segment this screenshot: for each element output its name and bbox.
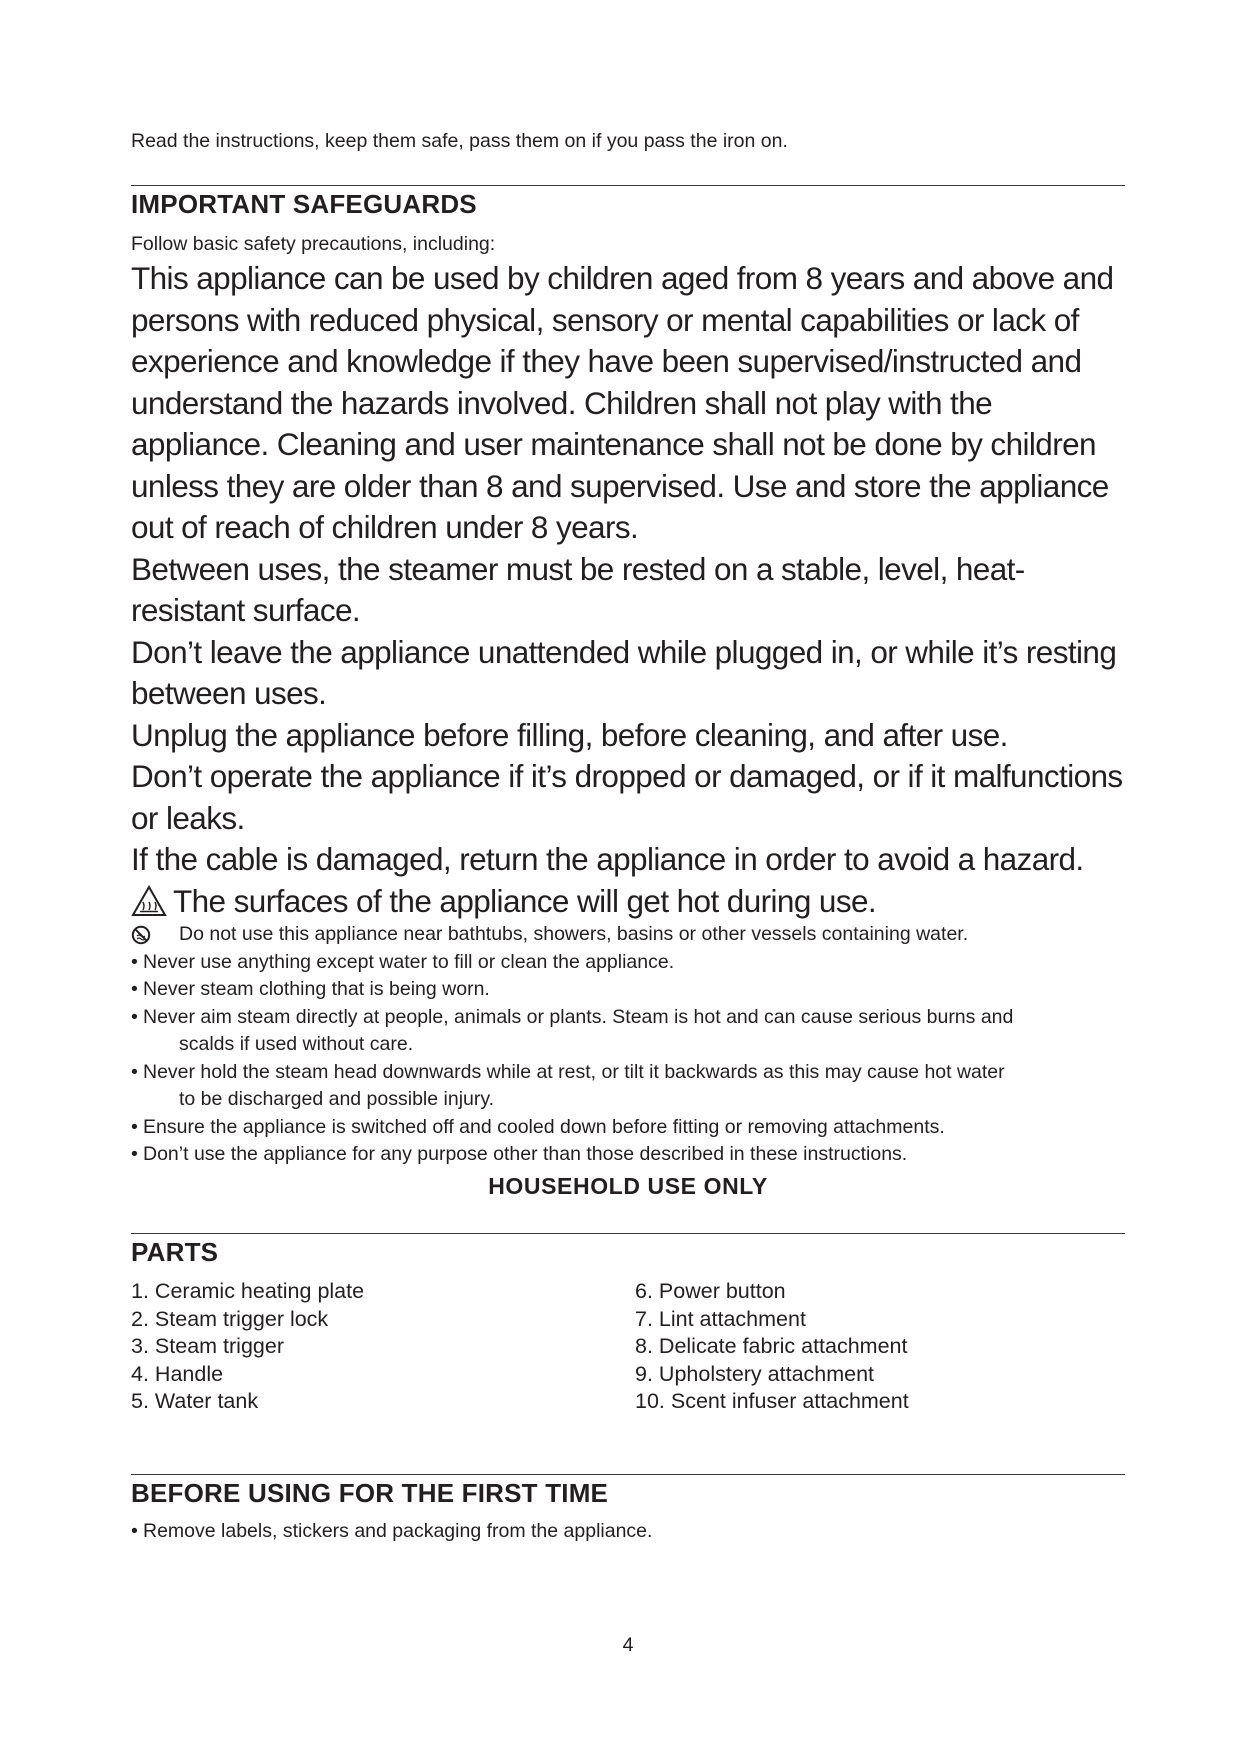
hot-warning-text: The surfaces of the appliance will get hot during use. <box>173 882 877 919</box>
bullet-mark: • <box>131 1520 138 1542</box>
part-number: 7. <box>635 1306 653 1331</box>
first-time-heading: BEFORE USING FOR THE FIRST TIME <box>131 1478 609 1508</box>
bullet-mark: • <box>131 1143 138 1165</box>
list-item <box>131 1518 652 1546</box>
list-item-continuation <box>131 1031 1125 1059</box>
hot-surface-warning-icon <box>131 885 167 917</box>
list-item <box>131 1059 1125 1087</box>
safety-bullet-list <box>131 921 1125 1169</box>
list-item <box>131 1361 364 1389</box>
list-item <box>131 1306 364 1334</box>
list-item <box>635 1388 909 1416</box>
safeguards-heading: IMPORTANT SAFEGUARDS <box>131 189 477 219</box>
divider <box>131 1233 1125 1234</box>
part-label: Ceramic heating plate <box>154 1279 365 1303</box>
part-number: 9. <box>635 1361 653 1386</box>
part-number: 10. <box>635 1389 665 1413</box>
part-label: Delicate fabric attachment <box>658 1334 908 1358</box>
bullet-mark: • <box>131 978 138 1000</box>
divider <box>131 1474 1125 1475</box>
part-label: Steam trigger <box>154 1334 284 1358</box>
list-item-text: Never hold the steam head downwards while at rest, or tilt it backwards as this may cause hot water <box>143 1060 1005 1083</box>
paragraph-rest-surface: Between uses, the steamer must be rested on a stable, level, heat-resistant surface. <box>131 550 1025 628</box>
list-item <box>635 1278 909 1306</box>
part-label: Scent infuser attachment <box>670 1389 909 1413</box>
bullet-mark: • <box>131 950 138 973</box>
bullet-mark: • <box>131 1005 138 1028</box>
part-number: 4. <box>131 1361 149 1386</box>
part-number: 8. <box>635 1334 653 1358</box>
part-label: Steam trigger lock <box>154 1306 329 1331</box>
part-label: Power button <box>658 1279 786 1303</box>
paragraph-damaged: Don’t operate the appliance if it’s dropped or damaged, or if it malfunctions or leaks. <box>131 758 1123 836</box>
list-item-text: Never use anything except water to fill or clean the appliance. <box>143 950 675 973</box>
paragraph-unplug: Unplug the appliance before filling, before cleaning, and after use. <box>131 716 1008 753</box>
bullet-mark: • <box>131 1115 138 1138</box>
list-item <box>131 921 1125 949</box>
list-item-text: Remove labels, stickers and packaging from the appliance. <box>143 1520 653 1542</box>
paragraph-children: This appliance can be used by children aged from 8 years and above and persons with reduced physical, sensory or mental capabilities or lack of experience and knowledge if they have been supervised/instructed and understand the hazards involved. Children shall not play with the appliance. Cleaning and user maintenance shall not be done by children unless they are older than 8 and supervised. Use and store the appliance out of reach of children under 8 years. <box>131 260 1114 545</box>
paragraph-unattended: Don’t leave the appliance unattended while plugged in, or while it’s resting between uses. <box>131 633 1117 711</box>
list-item <box>635 1306 909 1334</box>
part-number: 6. <box>635 1279 653 1303</box>
no-water-icon <box>131 925 151 945</box>
intro-text: Read the instructions, keep them safe, pass them on if you pass the iron on. <box>131 130 788 152</box>
list-item-continuation <box>131 1086 1125 1114</box>
part-label: Water tank <box>154 1389 259 1413</box>
list-item <box>131 1004 1125 1032</box>
household-use-only: HOUSEHOLD USE ONLY <box>488 1173 768 1199</box>
list-item-text: to be discharged and possible injury. <box>179 1088 495 1110</box>
list-item <box>131 976 1125 1004</box>
paragraph-cable: If the cable is damaged, return the appliance in order to avoid a hazard. <box>131 841 1084 877</box>
list-item-text: scalds if used without care. <box>179 1033 414 1055</box>
safeguards-paragraphs <box>131 258 1131 922</box>
list-item-text: Don’t use the appliance for any purpose other than those described in these instructions. <box>143 1143 908 1165</box>
list-item <box>131 1278 364 1306</box>
list-item <box>131 1333 364 1361</box>
hot-warning <box>131 881 1131 923</box>
water-warning-text: Do not use this appliance near bathtubs, showers, basins or other vessels containing water. <box>179 923 969 945</box>
part-label: Upholstery attachment <box>658 1361 875 1386</box>
part-label: Handle <box>154 1361 224 1386</box>
list-item <box>131 1114 1125 1142</box>
divider <box>131 185 1125 186</box>
list-item <box>635 1361 909 1389</box>
safeguards-subtitle: Follow basic safety precautions, including: <box>131 233 496 255</box>
part-number: 5. <box>131 1389 149 1413</box>
list-item-text: Never aim steam directly at people, animals or plants. Steam is hot and can cause serious burns and <box>143 1005 1014 1028</box>
part-number: 1. <box>131 1279 149 1303</box>
list-item <box>131 1141 1125 1169</box>
list-item-text: Ensure the appliance is switched off and cooled down before fitting or removing attachments. <box>143 1115 945 1138</box>
part-number: 3. <box>131 1334 149 1358</box>
part-number: 2. <box>131 1306 149 1331</box>
parts-heading: PARTS <box>131 1237 219 1267</box>
bullet-mark: • <box>131 1060 138 1083</box>
list-item <box>131 1388 364 1416</box>
parts-list-right <box>635 1278 909 1416</box>
list-item <box>635 1333 909 1361</box>
page-number: 4 <box>622 1634 634 1656</box>
list-item-text: Never steam clothing that is being worn. <box>143 978 490 1000</box>
list-item <box>131 949 1125 977</box>
part-label: Lint attachment <box>658 1306 806 1331</box>
parts-list-left <box>131 1278 364 1416</box>
